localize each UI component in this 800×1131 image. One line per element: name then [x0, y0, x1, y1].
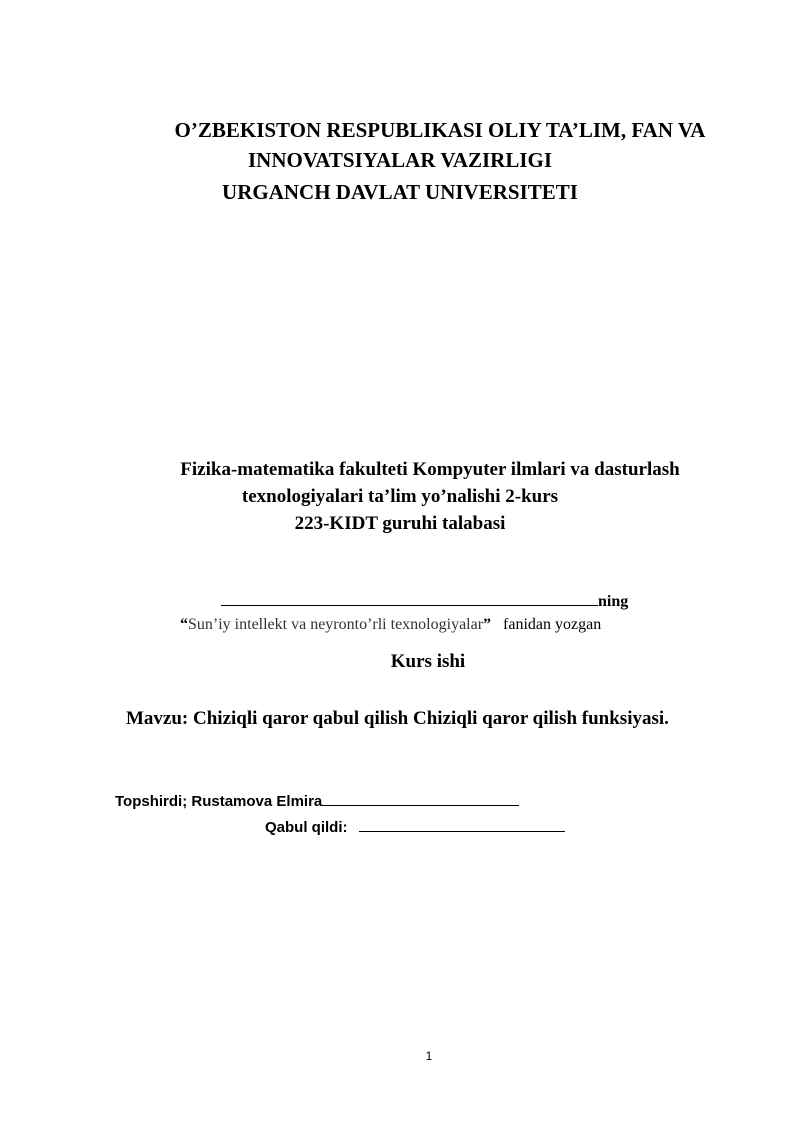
submitted-by-label: Topshirdi; Rustamova Elmira [115, 793, 323, 810]
accepted-by-line [265, 818, 565, 835]
faculty-line-2: texnologiyalari ta’lim yo’nalishi 2-kurs [241, 486, 559, 507]
subject-open-quote: “ [180, 616, 188, 633]
ministry-title-line-1: O’ZBEKISTON RESPUBLIKASI OLIY TA’LIM, FAN VA [174, 118, 706, 142]
student-name-blank [221, 590, 598, 606]
group-line: 223-KIDT guruhi talabasi [294, 513, 506, 534]
work-type-title: Kurs ishi [390, 651, 466, 672]
submitted-by-line [115, 792, 519, 809]
submitted-signature-blank [322, 792, 519, 806]
student-name-line [221, 590, 628, 610]
student-name-suffix: ning [598, 593, 629, 610]
subject-close-quote: ” [483, 616, 492, 633]
subject-line [180, 617, 601, 633]
subject-name: Sun’iy intellekt va neyronto’rli texnologiyalar [188, 616, 484, 633]
ministry-title-line-2: INNOVATSIYALAR VAZIRLIGI [247, 148, 553, 172]
accepted-signature-blank [359, 818, 565, 832]
page-number: 1 [425, 1049, 433, 1063]
subject-suffix: fanidan yozgan [503, 616, 602, 633]
faculty-line-1: Fizika-matematika fakulteti Kompyuter ilmlari va dasturlash [180, 459, 680, 480]
topic-line: Mavzu: Chiziqli qaror qabul qilish Chiziqli qaror qilish funksiyasi. [126, 708, 669, 729]
university-name: URGANCH DAVLAT UNIVERSITETI [222, 180, 578, 204]
accepted-by-label: Qabul qildi: [265, 819, 348, 836]
